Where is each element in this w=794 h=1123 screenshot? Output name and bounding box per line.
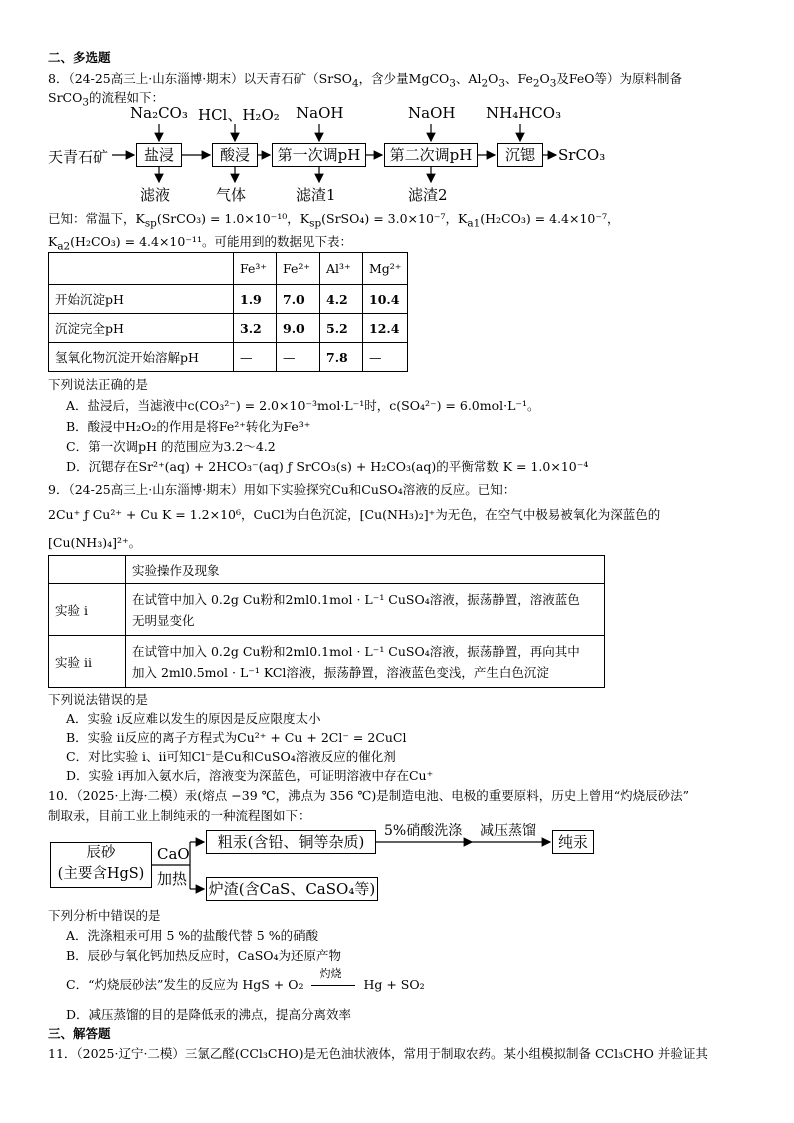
q8-known2-a: K <box>48 234 58 249</box>
q10-option-c <box>66 966 425 993</box>
table-row <box>49 314 408 343</box>
experiment-text: 加入 2ml0.5mol · L⁻¹ KCl溶液，振荡静置，溶液蓝色变浅，产生白色沉淀 <box>132 664 549 680</box>
section-title: 二、多选题 <box>48 50 111 65</box>
table-cell: 4.2 <box>320 285 363 314</box>
q8-line1-b: ，含少量MgCO <box>358 71 450 86</box>
q9-stem: 下列说法错误的是 <box>48 692 149 707</box>
table-cell: 12.4 <box>363 314 408 343</box>
q8-line1: 8．（24-25高三上·山东淄博·期末）以天青石矿（SrSO$_4$，含少量MgCO$_3$、$Al_2O_3$、$Fe_2O_3$及FeO等）为原料制备 <box>48 71 682 90</box>
flow-step-box: 酸浸 <box>212 143 258 167</box>
table-cell: 7.8 <box>320 343 363 372</box>
q8-line1-g: 及FeO等）为原料制备 <box>556 71 682 86</box>
table-cell: — <box>277 343 320 372</box>
table-header-cell: Al³⁺ <box>320 253 363 285</box>
table-cell: 3.2 <box>234 314 277 343</box>
q8-data-table <box>48 252 408 372</box>
q10-option-b: B．辰砂与氧化钙加热反应时，CaSO₄为还原产物 <box>66 948 342 963</box>
pure-mercury-box: 纯汞 <box>552 830 594 854</box>
crude-mercury-box: 粗汞(含铅、铜等杂质) <box>206 830 376 854</box>
table-header-cell: Fe³⁺ <box>234 253 277 285</box>
q9-option-d: D．实验 i再加入氨水后，溶液变为深蓝色，可证明溶液中存在Cu⁺ <box>66 768 434 783</box>
reagent-label: CaO <box>157 845 190 863</box>
flow-step-box: 第二次调pH <box>384 143 478 167</box>
q10-option-d: D．减压蒸馏的目的是降低汞的沸点，提高分离效率 <box>66 1007 352 1022</box>
q8-line2-b: 的流程如下： <box>88 90 164 105</box>
condition-label: 加热 <box>157 870 188 888</box>
experiment-text: 在试管中加入 0.2g Cu粉和2ml0.1mol · L⁻¹ CuSO₄溶液，振荡静置，溶液蓝色 <box>132 591 580 607</box>
table-row <box>49 285 408 314</box>
residue-box: 炉渣(含CaS、CaSO₄等) <box>206 877 378 901</box>
distill-label: 减压蒸馏 <box>480 823 536 839</box>
flow-product: SrCO₃ <box>558 146 606 164</box>
q10-line1: 10．（2025·上海·二模）汞(熔点 −39 ℃，沸点为 356 ℃)是制造电池、电极的重要原料，历史上曾用“灼烧辰砂法” <box>48 788 690 803</box>
wash-label: 5%硝酸洗涤 <box>384 823 463 839</box>
q8-line1-c: 、Al <box>455 71 482 86</box>
reagent-label: NaOH <box>408 104 456 122</box>
table-cell: 5.2 <box>320 314 363 343</box>
q10-stem: 下列分析中错误的是 <box>48 908 161 923</box>
q9-line2: 2Cu⁺ ƒ Cu²⁺ + Cu K = 1.2×10⁶，CuCl为白色沉淀，[Cu(NH₃)₂]⁺为无色，在空气中极易被氧化为深蓝色的 <box>48 507 661 522</box>
q8-stem: 下列说法正确的是 <box>48 377 149 392</box>
q8-line1-f: O <box>539 71 550 86</box>
output-label: 滤渣1 <box>296 186 336 204</box>
table-row <box>49 343 408 372</box>
q8-option-c: C．第一次调pH 的范围应为3.2～4.2 <box>66 439 276 454</box>
output-label: 气体 <box>216 186 247 204</box>
table-header-cell: 实验操作及现象 <box>126 556 605 584</box>
table-cell: 9.0 <box>277 314 320 343</box>
table-cell: 7.0 <box>277 285 320 314</box>
experiment-text: 在试管中加入 0.2g Cu粉和2ml0.1mol · L⁻¹ CuSO₄溶液，振荡静置，再向其中 <box>132 643 580 659</box>
q8-line1-e: 、Fe <box>504 71 533 86</box>
table-row <box>49 584 605 636</box>
table-cell: — <box>363 343 408 372</box>
output-label: 滤液 <box>140 186 171 204</box>
table-cell: 1.9 <box>234 285 277 314</box>
experiment-description <box>126 636 605 688</box>
q8-option-a: A．盐浸后，当滤液中c(CO₃²⁻) = 2.0×10⁻³mol·L⁻¹时，c(SO₄²⁻) = 6.0mol·L⁻¹。 <box>66 398 540 413</box>
q8-option-d: D．沉锶存在Sr²⁺(aq) + 2HCO₃⁻(aq) ƒ SrCO₃(s) + H₂CO₃(aq)的平衡常数 K = 1.0×10⁻⁴ <box>66 459 589 474</box>
q10-option-a: A．洗涤粗汞可用 5 %的盐酸代替 5 %的硝酸 <box>66 928 319 943</box>
reagent-label: NaOH <box>296 104 344 122</box>
flow-step-box: 第一次调pH <box>272 143 366 167</box>
table-header-cell: Mg²⁺ <box>363 253 408 285</box>
q8-line2-text: SrCO <box>48 90 83 105</box>
q8-option-b: B．酸浸中H₂O₂的作用是将Fe²⁺转化为Fe³⁺ <box>66 419 311 434</box>
q8-line1-d: O <box>488 71 499 86</box>
experiment-text: 无明显变化 <box>132 612 195 628</box>
table-cell: 沉淀完全pH <box>49 314 234 343</box>
reagent-label: HCl、H₂O₂ <box>198 106 280 124</box>
output-label: 滤渣2 <box>408 186 448 204</box>
experiment-description <box>126 584 605 636</box>
q8-known1-c: (SrSO₄) = 3.0×10⁻⁷，K <box>321 211 468 226</box>
table-cell: — <box>234 343 277 372</box>
table-header-cell <box>49 556 126 584</box>
q8-known1-a: 已知：常温下，K <box>48 211 145 226</box>
q8-line2: SrCO$_3$的流程如下： <box>48 90 164 109</box>
q10-flow-arrows <box>0 810 794 910</box>
reaction-condition <box>311 966 355 993</box>
q8-known2-b: (H₂CO₃) = 4.4×10⁻¹¹。可能用到的数据见下表： <box>70 234 352 249</box>
q10-line2: 制取汞，目前工业上制纯汞的一种流程图如下： <box>48 808 311 823</box>
q10-option-c-text: C．“灼烧辰砂法”发生的反应为 HgS + O₂ <box>66 977 304 992</box>
q8-known2: $K_{a2}(H_2CO_3) = 4.4\times 10^{-11}$。可能用到的数据见下表： <box>48 234 352 253</box>
q8-known1: 已知：常温下，$K_{sp}(SrCO_3) = 1.0\times 10^{-10}$，$K_{sp}(SrSO_4) = 3.0\times 10^{-7}$，$K_{a1}(H_2CO_3) = 4.4\times 10^{-7}$， <box>48 211 620 230</box>
table-header-cell: Fe²⁺ <box>277 253 320 285</box>
table-cell: 开始沉淀pH <box>49 285 234 314</box>
table-header-cell <box>49 253 234 285</box>
reaction-line <box>311 985 355 986</box>
flow-step-box: 沉锶 <box>497 143 543 167</box>
q8-line1-text: 8．（24-25高三上·山东淄博·期末）以天青石矿（SrSO <box>48 71 353 86</box>
table-row <box>49 636 605 688</box>
reaction-condition-label: 灼烧 <box>319 966 342 980</box>
q9-line3: [Cu(NH₃)₄]²⁺。 <box>48 535 142 550</box>
q8-known1-d: (H₂CO₃) = 4.4×10⁻⁷， <box>480 211 620 226</box>
flow-step-box: 盐浸 <box>136 143 182 167</box>
q10-option-c-tail: Hg + SO₂ <box>363 977 425 992</box>
q9-experiment-table <box>48 555 605 688</box>
reagent-label: Na₂CO₃ <box>130 104 188 122</box>
experiment-name: 实验 ii <box>49 636 126 688</box>
flow-start-detail: (主要含HgS) <box>57 866 145 882</box>
q9-option-a: A．实验 i反应难以发生的原因是反应限度太小 <box>66 711 321 726</box>
section-title: 三、解答题 <box>48 1026 111 1041</box>
experiment-name: 实验 i <box>49 584 126 636</box>
flow-arrows <box>0 0 794 220</box>
q9-option-b: B．实验 ii反应的离子方程式为Cu²⁺ + Cu + 2Cl⁻ = 2CuCl <box>66 730 407 745</box>
reagent-label: NH₄HCO₃ <box>486 104 562 122</box>
q8-known1-b: (SrCO₃) = 1.0×10⁻¹⁰，K <box>156 211 310 226</box>
table-cell: 10.4 <box>363 285 408 314</box>
q11-line1: 11．（2025·辽宁·二模）三氯乙醛(CCl₃CHO)是无色油状液体，常用于制取农药。某小组模拟制备 CCl₃CHO 并验证其 <box>48 1046 708 1061</box>
flow-start-name: 辰砂 <box>86 845 116 861</box>
table-cell: 氢氧化物沉淀开始溶解pH <box>49 343 234 372</box>
q9-line1: 9．（24-25高三上·山东淄博·期末）用如下实验探究Cu和CuSO₄溶液的反应。已知： <box>48 482 516 497</box>
flow-start: 天青石矿 <box>48 148 109 166</box>
q9-option-c: C．对比实验 i、ii可知Cl⁻是Cu和CuSO₄溶液反应的催化剂 <box>66 749 396 764</box>
